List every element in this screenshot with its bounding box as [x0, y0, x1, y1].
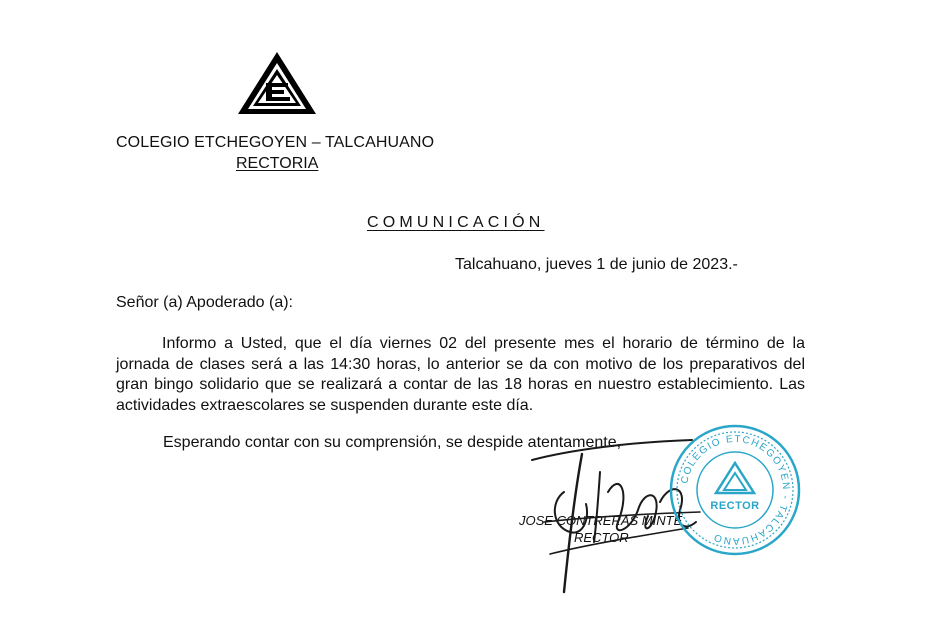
closing-line: Esperando contar con su comprensión, se despide atentamente, [163, 434, 622, 451]
department-name: RECTORIA [236, 155, 319, 172]
body-paragraph: Informo a Usted, que el día viernes 02 del presente mes el horario de término de la jornada de clases será a las 14:30 horas, lo anterior se da con motivo de los preparativos del gran bingo solidario que se realizará a contar de las 18 horas en nuestro establecimiento. Las actividades extraescolares se suspenden durante este día. [116, 335, 805, 414]
date-line: Talcahuano, jueves 1 de junio de 2023.- [455, 256, 738, 273]
school-name: COLEGIO ETCHEGOYEN – TALCAHUANO [116, 134, 435, 151]
signer-name: JOSE CONTRERAS MINTE [519, 513, 683, 528]
document-title: COMUNICACIÓN [367, 214, 545, 231]
salutation: Señor (a) Apoderado (a): [116, 294, 293, 311]
stamp-outer-text: COLEGIO ETCHEGOYEN - TALCAHUANO [679, 433, 792, 547]
triangle-e-logo-icon [236, 50, 318, 116]
school-stamp [668, 423, 802, 557]
stamp-inner-text: RECTOR [710, 500, 760, 512]
signer-title: RECTOR [574, 530, 629, 545]
